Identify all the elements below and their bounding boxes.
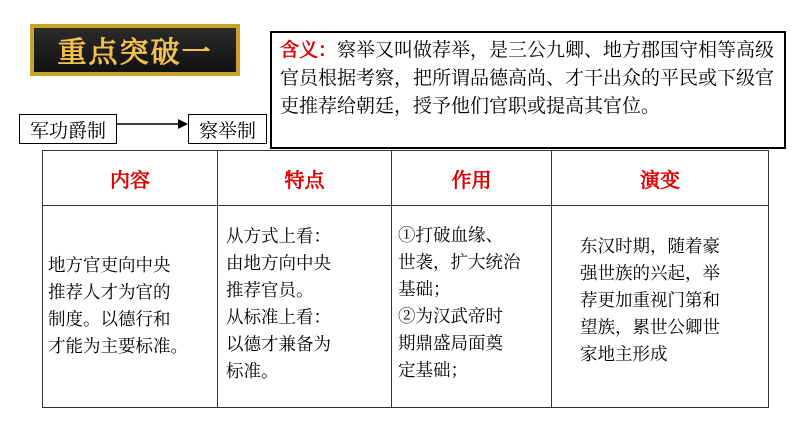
header-evolution: 演变 <box>552 151 769 206</box>
cell-content <box>43 206 218 408</box>
table-header-row <box>43 151 769 206</box>
flow-to-label: 察举制 <box>198 119 256 142</box>
summary-table <box>42 150 769 408</box>
cell-effects-text: ①打破血缘、 世袭，扩大统治 基础； ②为汉武帝时 期鼎盛局面奠 定基础； <box>398 225 521 381</box>
flow-from-box <box>19 114 117 144</box>
header-content: 内容 <box>43 151 218 206</box>
flow-from-label: 军功爵制 <box>29 119 106 142</box>
definition-text: 察举又叫做荐举，是三公九卿、地方郡国守相等高级官员根据考察，把所谓品德高尚、才干出众的平民或下级官吏推荐给朝廷，授予他们官职或提高其官位。 <box>280 39 775 117</box>
cell-content-text: 地方官吏向中央 推荐人才为官的 制度。以德行和 才能为主要标准。 <box>48 255 188 357</box>
cell-evolution <box>552 206 769 408</box>
cell-evolution-text: 东汉时期，随着豪 强世族的兴起，举 荐更加重视门第和 望族，累世公卿世 家地主形成 <box>580 237 720 365</box>
table-row <box>43 206 769 408</box>
banner-title: 重点突破一 <box>57 34 213 69</box>
definition-label: 含义： <box>280 39 338 61</box>
header-effects: 作用 <box>392 151 552 206</box>
cell-features-text: 从方式上看： 由地方向中央 推荐官员。 从标准上看： 以德才兼备为 标准。 <box>226 226 331 382</box>
header-features: 特点 <box>218 151 392 206</box>
cell-features <box>218 206 392 408</box>
flow-to-box <box>188 114 267 144</box>
cell-effects <box>392 206 552 408</box>
section-banner <box>30 24 240 76</box>
right-arrow-icon <box>116 115 188 133</box>
definition-box <box>270 31 786 149</box>
